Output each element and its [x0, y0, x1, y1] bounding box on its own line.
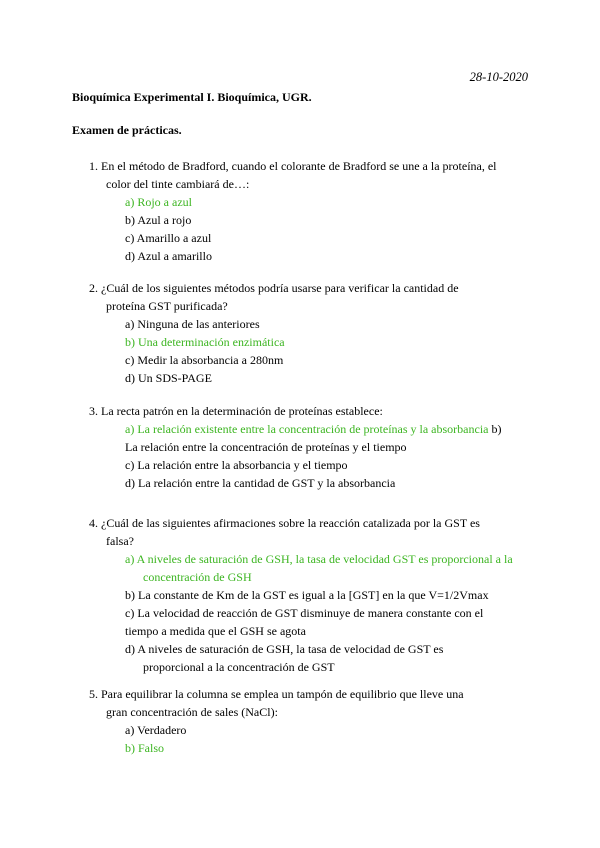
question-5-option-b: b) Falso: [125, 741, 164, 755]
question-3-option-a-b-line: [89, 420, 529, 438]
question-4-option-c: c) La velocidad de reacción de GST disminuye de manera constante con el: [125, 606, 484, 620]
question-4-option-c-cont: tiempo a medida que el GSH se agota: [125, 624, 306, 638]
question-2-option-a: a) Ninguna de las anteriores: [125, 317, 260, 331]
question-1-stem: 1. En el método de Bradford, cuando el colorante de Bradford se une a la proteína, el color del tinte cambiará de…:: [89, 159, 497, 191]
question-4-option-b: b) La constante de Km de la GST es igual a la [GST] en la que V=1/2Vmax: [125, 588, 489, 602]
question-5: [89, 685, 509, 757]
question-4: [89, 514, 529, 676]
question-3-option-b: La relación entre la concentración de proteínas y el tiempo: [125, 440, 407, 454]
question-1-option-a: a) Rojo a azul: [125, 195, 192, 209]
exam-subtitle: Examen de prácticas.: [72, 123, 182, 137]
question-2-stem: 2. ¿Cuál de los siguientes métodos podría usarse para verificar la cantidad de proteína GST purificada?: [89, 281, 459, 313]
question-4-option-d: d) A niveles de saturación de GSH, la tasa de velocidad de GST es proporcional a la concentración de GST: [125, 642, 444, 674]
question-5-stem: 5. Para equilibrar la columna se emplea un tampón de equilibrio que lleve una gran concentración de sales (NaCl):: [89, 687, 464, 719]
course-title: Bioquímica Experimental I. Bioquímica, UGR.: [72, 90, 312, 104]
question-1: [89, 157, 509, 265]
question-2-option-c: c) Medir la absorbancia a 280nm: [125, 353, 284, 367]
question-3-option-c: c) La relación entre la absorbancia y el tiempo: [125, 458, 348, 472]
question-3: [89, 402, 529, 492]
question-2-option-d: d) Un SDS-PAGE: [125, 371, 212, 385]
question-2-option-b: b) Una determinación enzimática: [125, 335, 285, 349]
question-2: [89, 279, 509, 387]
exam-date: 28-10-2020: [469, 70, 528, 84]
question-1-option-c: c) Amarillo a azul: [125, 231, 212, 245]
question-4-stem: 4. ¿Cuál de las siguientes afirmaciones sobre la reacción catalizada por la GST es falsa?: [89, 516, 480, 548]
question-5-option-a: a) Verdadero: [125, 723, 187, 737]
question-1-option-b: b) Azul a rojo: [125, 213, 192, 227]
question-1-option-d: d) Azul a amarillo: [125, 249, 212, 263]
question-3-stem: 3. La recta patrón en la determinación de proteínas establece:: [89, 404, 383, 418]
question-3-option-d: d) La relación entre la cantidad de GST y la absorbancia: [125, 476, 396, 490]
question-3-option-b-label: b): [491, 422, 502, 436]
question-4-option-a: a) A niveles de saturación de GSH, la tasa de velocidad GST es proporcional a la concentración de GSH: [125, 552, 513, 584]
question-3-option-a: a) La relación existente entre la concentración de proteínas y la absorbancia: [125, 422, 489, 436]
